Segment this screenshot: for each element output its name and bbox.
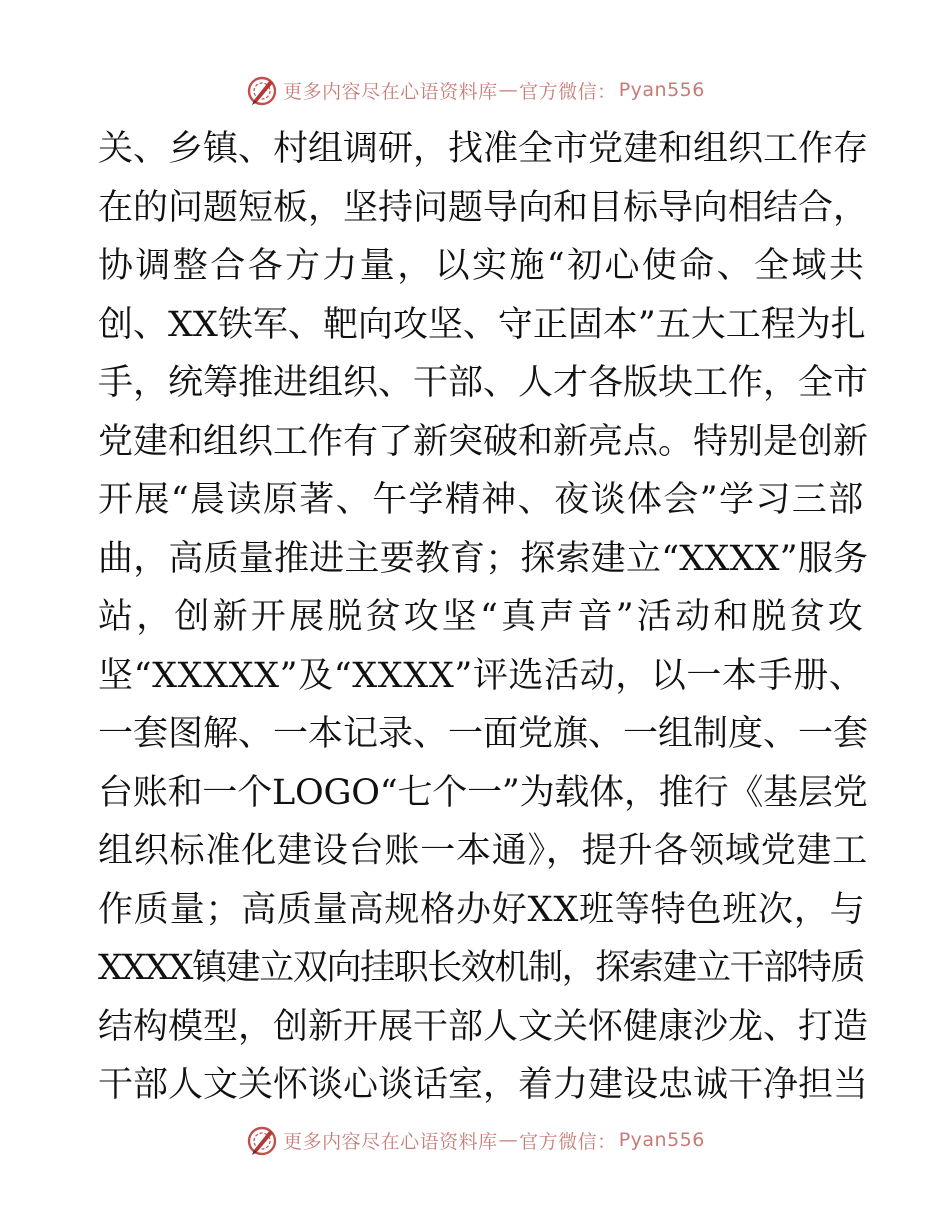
text-line: 台账和一个LOGO“七个一”为载体，推行《基层党 xyxy=(98,772,868,813)
body-text xyxy=(98,120,868,1115)
text-line: 结构模型，创新开展干部人文关怀健康沙龙、打造 xyxy=(98,1006,869,1047)
text-line: 干部人文关怀谈心谈话室，着力建设忠诚干净担当 xyxy=(98,1065,869,1105)
text-line: 开展“晨读原著、午学精神、夜谈体会”学习三部 xyxy=(98,480,865,520)
pen-circle-logo-icon xyxy=(245,73,279,107)
watermark-separator: — xyxy=(498,79,519,101)
footer-watermark xyxy=(0,1122,950,1158)
watermark-wechat-label: 官方微信： xyxy=(519,80,617,103)
text-line: 创、XX铁军、靶向攻坚、守正固本”五大工程为扎 xyxy=(98,304,866,345)
text-line: 在的问题短板，坚持问题导向和目标导向相结合， xyxy=(98,187,869,228)
watermark-site-text: 更多内容尽在心语资料库 xyxy=(283,1130,498,1153)
text-line: 组织标准化建设台账一本通》，提升各领域党建工 xyxy=(98,831,869,871)
watermark-separator: — xyxy=(498,1129,519,1151)
watermark-site-text: 更多内容尽在心语资料库 xyxy=(283,80,498,103)
text-line: 手，统筹推进组织、干部、人才各版块工作，全市 xyxy=(98,363,869,403)
text-line: 站，创新开展脱贫攻坚“真声音”活动和脱贫攻 xyxy=(98,597,866,637)
text-line: 曲，高质量推进主要教育；探索建立“XXXX”服务 xyxy=(98,538,869,579)
pen-circle-logo-icon xyxy=(245,1123,279,1157)
text-line: 党建和组织工作有了新突破和新亮点。特别是创新 xyxy=(98,421,869,462)
text-line: XXXX镇建立双向挂职长效机制，探索建立干部特质 xyxy=(98,948,865,988)
text-line: 一套图解、一本记录、一面党旗、一组制度、一套 xyxy=(98,714,869,754)
text-line: 关、乡镇、村组调研，找准全市党建和组织工作存 xyxy=(98,129,869,169)
watermark-wechat-id: Pyan556 xyxy=(618,79,705,101)
watermark-wechat-id: Pyan556 xyxy=(618,1129,705,1151)
text-line: 协调整合各方力量，以实施“初心使命、全域共 xyxy=(98,246,867,286)
header-watermark xyxy=(0,72,950,108)
text-line: 作质量；高质量高规格办好XX班等特色班次，与 xyxy=(98,889,866,930)
text-line: 坚“XXXXX”及“XXXX”评选活动，以一本手册、 xyxy=(98,655,865,696)
watermark-wechat-label: 官方微信： xyxy=(519,1130,617,1153)
